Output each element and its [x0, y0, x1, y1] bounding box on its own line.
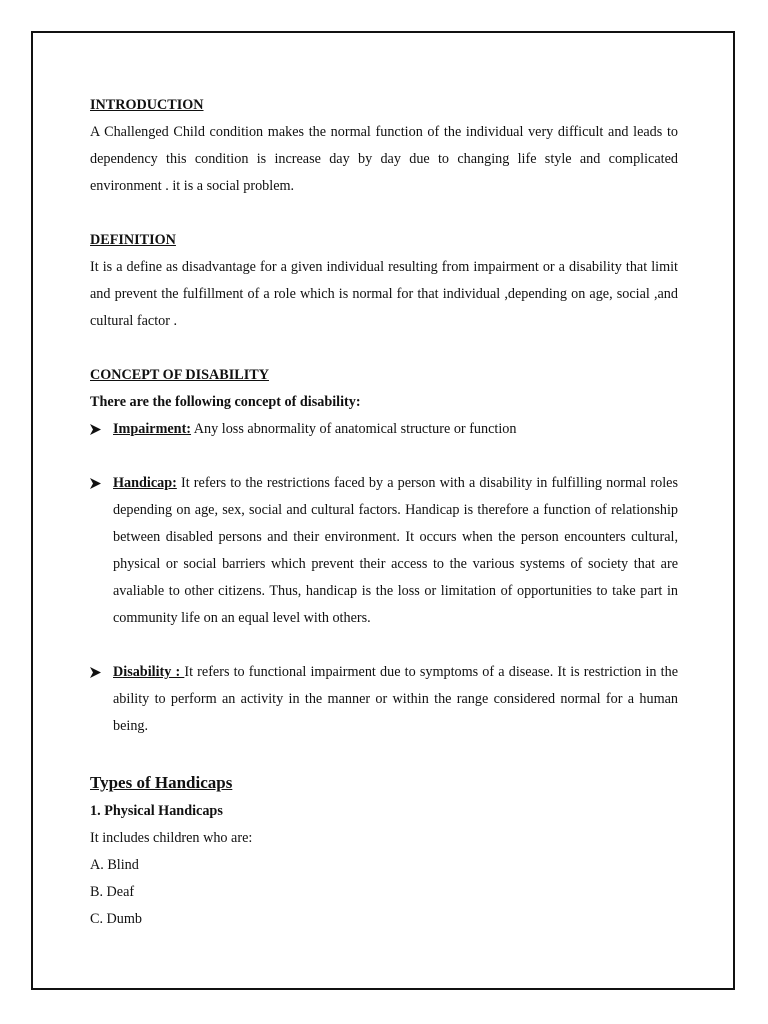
concept-section — [90, 362, 678, 740]
concept-item-disability — [90, 659, 678, 740]
arrow-bullet-icon — [90, 416, 104, 435]
document-body — [90, 92, 678, 933]
concept-term: Disability : — [113, 664, 185, 680]
definition-text: It is a define as disadvantage for a given individual resulting from impairment or a disability that limit and prevent the fulfillment of a role which is normal for that individual ,depending on age, social ,and cultural factor . — [90, 259, 678, 329]
concept-description: Any loss abnormality of anatomical structure or function — [191, 421, 517, 437]
concept-term: Impairment: — [113, 421, 192, 437]
arrow-bullet-icon — [90, 470, 104, 489]
introduction-section — [90, 92, 678, 200]
introduction-text: A Challenged Child condition makes the normal function of the individual very difficult and leads to dependency this condition is increase day by day due to changing life style and complicated environment . it is a social problem. — [90, 124, 678, 194]
types-section — [90, 768, 678, 933]
concept-heading: CONCEPT OF DISABILITY — [90, 367, 269, 383]
spacer — [90, 632, 678, 659]
concept-item-impairment — [90, 416, 678, 443]
types-list-item: B. Deaf — [90, 884, 135, 900]
types-subheading: 1. Physical Handicaps — [90, 803, 223, 819]
concept-intro: There are the following concept of disability: — [90, 394, 361, 410]
concept-description: It refers to the restrictions faced by a person with a disability in fulfilling normal roles depending on age, sex, social and cultural factors. Handicap is therefore a function of relationship between disabled persons and their environment. It occurs when the person encounters cultural, physical or social barriers which prevent their access to the various systems of society that are avaliable to other citizens. Thus, handicap is the loss or limitation of opportunities to take part in community life on an equal level with others. — [113, 475, 678, 626]
definition-section — [90, 227, 678, 335]
spacer — [90, 443, 678, 470]
types-intro: It includes children who are: — [90, 830, 253, 846]
arrow-bullet-icon — [90, 659, 104, 678]
types-heading: Types of Handicaps — [90, 773, 233, 792]
concept-description: It refers to functional impairment due to symptoms of a disease. It is restriction in the ability to perform an activity in the manner or within the range considered normal for a human being. — [113, 664, 678, 734]
introduction-heading: INTRODUCTION — [90, 97, 204, 113]
definition-heading: DEFINITION — [90, 232, 176, 248]
concept-term: Handicap: — [113, 475, 177, 491]
types-list-item: C. Dumb — [90, 911, 143, 927]
types-list-item: A. Blind — [90, 857, 139, 873]
concept-item-handicap — [90, 470, 678, 632]
